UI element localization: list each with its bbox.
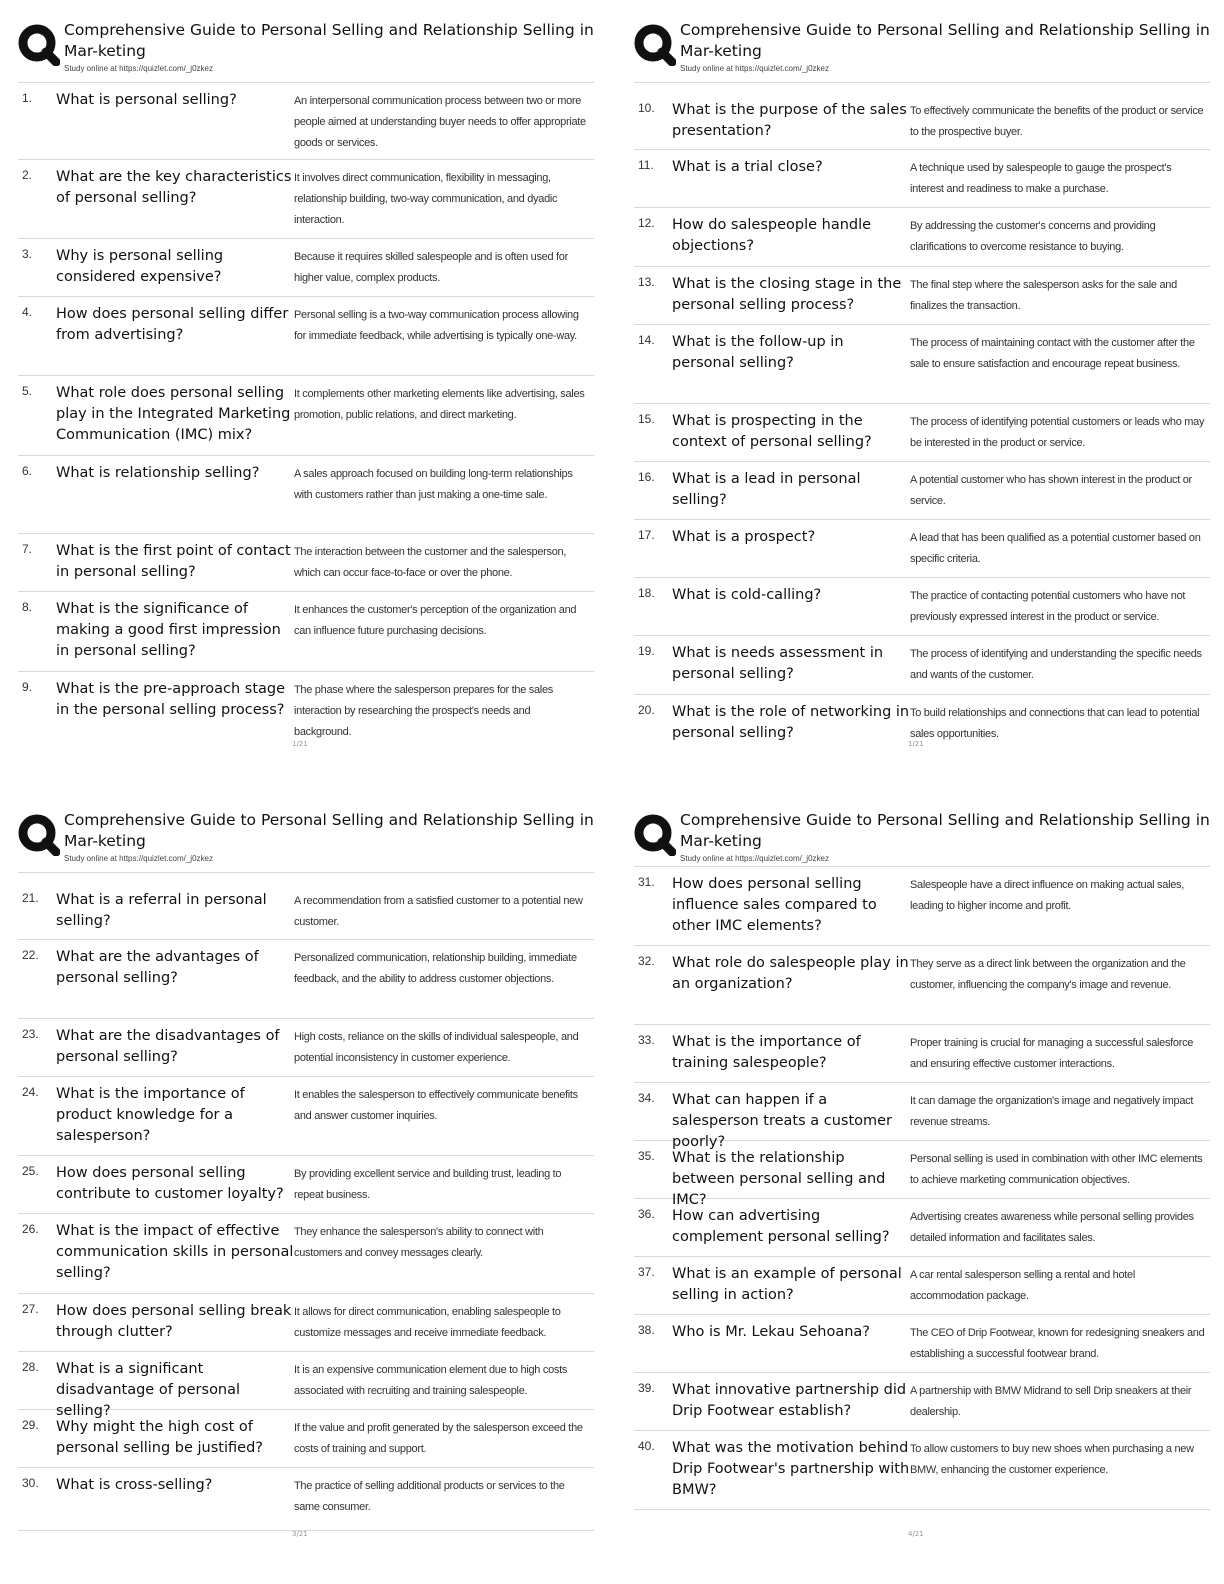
card-term: What is needs assessment in personal selling? <box>672 645 884 682</box>
card-term: What is the importance of training salespeople? <box>672 1034 861 1071</box>
card-definition: A technique used by salespeople to gauge the prospect's interest and readiness to make a purchase. <box>910 162 1172 195</box>
card-term: What is the first point of contact in personal selling? <box>56 543 291 580</box>
card-number: 3. <box>22 247 33 261</box>
study-online-link[interactable]: Study online at https://quizlet.com/_j0zkez <box>64 854 213 863</box>
card-term: Who is Mr. Lekau Sehoana? <box>672 1324 870 1340</box>
card-row <box>18 1468 594 1531</box>
card-row <box>634 1083 1210 1150</box>
card-definition: A car rental salesperson selling a rental and hotel accommodation package. <box>910 1269 1136 1302</box>
card-number: 39. <box>638 1381 655 1395</box>
card-number: 23. <box>22 1027 39 1041</box>
card-term: What innovative partnership did Drip Footwear establish? <box>672 1382 907 1419</box>
document-title: Comprehensive Guide to Personal Selling and Relationship Selling in Mar-keting <box>680 21 1210 60</box>
card-row <box>18 83 594 160</box>
card-definition: They enhance the salesperson's ability to connect with customers and convey messages clearly. <box>294 1226 544 1259</box>
card-term: What is the significance of making a good first impression in personal selling? <box>56 601 281 659</box>
card-definition: Proper training is crucial for managing a successful salesforce and ensuring effective customer interactions. <box>910 1037 1194 1070</box>
card-number: 1. <box>22 91 33 105</box>
card-number: 6. <box>22 464 33 478</box>
card-number: 4. <box>22 305 33 319</box>
page-number: 1/21 <box>908 740 924 748</box>
card-term: What is the impact of effective communication skills in personal selling? <box>56 1223 294 1281</box>
card-term: What is the role of networking in personal selling? <box>672 704 910 741</box>
card-term: What is a lead in personal selling? <box>672 471 861 508</box>
card-row <box>18 239 594 297</box>
card-row <box>634 520 1210 578</box>
card-term: How does personal selling break through clutter? <box>56 1303 292 1340</box>
card-number: 33. <box>638 1033 655 1047</box>
card-number: 34. <box>638 1091 655 1105</box>
document-title: Comprehensive Guide to Personal Selling and Relationship Selling in Mar-keting <box>680 811 1210 850</box>
card-row <box>18 1019 594 1077</box>
card-term: How does personal selling contribute to customer loyalty? <box>56 1165 284 1202</box>
card-term: What role does personal selling play in the Integrated Marketing Communication (IMC) mix? <box>56 385 291 443</box>
card-definition: A recommendation from a satisfied customer to a potential new customer. <box>294 895 583 928</box>
card-definition: If the value and profit generated by the salesperson exceed the costs of training and support. <box>294 1422 583 1455</box>
card-term: What is the pre-approach stage in the personal selling process? <box>56 681 286 718</box>
card-number: 37. <box>638 1265 655 1279</box>
card-term: What was the motivation behind Drip Footwear's partnership with BMW? <box>672 1440 910 1498</box>
card-term: What is prospecting in the context of personal selling? <box>672 413 872 450</box>
card-definition: By addressing the customer's concerns and providing clarifications to overcome resistance to buying. <box>910 220 1156 253</box>
card-list <box>18 872 594 1531</box>
card-definition: Personalized communication, relationship building, immediate feedback, and the ability to address customer objections. <box>294 952 577 985</box>
page-number: 4/21 <box>908 1530 924 1538</box>
card-row <box>18 297 594 376</box>
card-number: 28. <box>22 1360 39 1374</box>
card-row <box>634 867 1210 946</box>
card-definition: The practice of selling additional products or services to the same consumer. <box>294 1480 565 1513</box>
card-number: 21. <box>22 891 39 905</box>
card-term: How can advertising complement personal selling? <box>672 1208 890 1245</box>
card-number: 29. <box>22 1418 39 1432</box>
card-number: 10. <box>638 101 655 115</box>
card-term: How do salespeople handle objections? <box>672 217 872 254</box>
card-number: 22. <box>22 948 39 962</box>
card-term: What is a significant disadvantage of personal selling? <box>56 1361 241 1419</box>
card-number: 2. <box>22 168 33 182</box>
card-term: What is cold-calling? <box>672 587 822 603</box>
card-definition: It allows for direct communication, enabling salespeople to customize messages and receive immediate feedback. <box>294 1306 561 1339</box>
card-number: 24. <box>22 1085 39 1099</box>
card-row <box>18 940 594 1019</box>
card-row <box>634 1373 1210 1431</box>
card-number: 8. <box>22 600 33 614</box>
card-row <box>634 1025 1210 1083</box>
card-term: What is an example of personal selling in action? <box>672 1266 902 1303</box>
card-definition: A partnership with BMW Midrand to sell Drip sneakers at their dealership. <box>910 1385 1192 1418</box>
quizlet-logo-icon <box>16 22 60 66</box>
card-term: What is a prospect? <box>672 529 816 545</box>
flashcard-page <box>14 18 594 788</box>
card-definition: It enhances the customer's perception of the organization and can influence future purchasing decisions. <box>294 604 577 637</box>
card-number: 20. <box>638 703 655 717</box>
card-definition: To allow customers to buy new shoes when purchasing a new BMW, enhancing the customer experience. <box>910 1443 1194 1476</box>
card-row <box>634 267 1210 325</box>
card-number: 26. <box>22 1222 39 1236</box>
card-definition: Personal selling is a two-way communication process allowing for immediate feedback, while advertising is typically one-way. <box>294 309 579 342</box>
card-definition: By providing excellent service and building trust, leading to repeat business. <box>294 1168 562 1201</box>
card-definition: The CEO of Drip Footwear, known for redesigning sneakers and establishing a successful footwear brand. <box>910 1327 1205 1360</box>
card-definition: To build relationships and connections that can lead to potential sales opportunities. <box>910 707 1200 740</box>
card-row <box>634 636 1210 695</box>
card-definition: Because it requires skilled salespeople and is often used for higher value, complex products. <box>294 251 568 284</box>
card-row <box>18 873 594 940</box>
card-number: 17. <box>638 528 655 542</box>
card-number: 31. <box>638 875 655 889</box>
card-list <box>18 82 594 750</box>
card-row <box>634 83 1210 150</box>
page-number: 1/21 <box>292 740 308 748</box>
card-definition: A sales approach focused on building long-term relationships with customers rather than just making a one-time sale. <box>294 468 573 501</box>
card-number: 38. <box>638 1323 655 1337</box>
card-row <box>634 150 1210 208</box>
page-header <box>630 808 1210 870</box>
card-number: 35. <box>638 1149 655 1163</box>
card-row <box>18 1410 594 1468</box>
card-row <box>18 456 594 534</box>
card-number: 16. <box>638 470 655 484</box>
card-definition: Personal selling is used in combination with other IMC elements to achieve marketing communication objectives. <box>910 1153 1203 1186</box>
card-row <box>634 1257 1210 1315</box>
page-number: 3/21 <box>292 1530 308 1538</box>
card-term: Why might the high cost of personal selling be justified? <box>56 1419 263 1456</box>
card-list <box>634 82 1210 751</box>
card-term: What is the importance of product knowledge for a salesperson? <box>56 1086 245 1144</box>
card-number: 15. <box>638 412 655 426</box>
card-number: 18. <box>638 586 655 600</box>
card-term: What is cross-selling? <box>56 1477 213 1493</box>
document-title: Comprehensive Guide to Personal Selling and Relationship Selling in Mar-keting <box>64 811 594 850</box>
card-definition: To effectively communicate the benefits of the product or service to the prospective buyer. <box>910 105 1204 138</box>
card-number: 5. <box>22 384 33 398</box>
card-number: 40. <box>638 1439 655 1453</box>
document-title: Comprehensive Guide to Personal Selling and Relationship Selling in Mar-keting <box>64 21 594 60</box>
card-definition: It can damage the organization's image and negatively impact revenue streams. <box>910 1095 1194 1128</box>
card-row <box>634 1199 1210 1257</box>
card-term: Why is personal selling considered expensive? <box>56 248 224 285</box>
card-row <box>634 208 1210 267</box>
card-term: What is the closing stage in the personal selling process? <box>672 276 902 313</box>
card-row <box>634 462 1210 520</box>
card-definition: High costs, reliance on the skills of individual salespeople, and potential inconsistency in customer experience. <box>294 1031 579 1064</box>
page-header <box>14 808 594 870</box>
card-term: What are the advantages of personal selling? <box>56 949 259 986</box>
card-row <box>634 946 1210 1025</box>
card-definition: The process of identifying potential customers or leads who may be interested in the product or service. <box>910 416 1205 449</box>
flashcard-page <box>630 808 1210 1578</box>
card-row <box>18 1156 594 1214</box>
study-online-link[interactable]: Study online at https://quizlet.com/_j0zkez <box>64 64 213 73</box>
card-number: 27. <box>22 1302 39 1316</box>
card-definition: The practice of contacting potential customers who have not previously expressed interest in the product or service. <box>910 590 1186 623</box>
card-number: 19. <box>638 644 655 658</box>
card-definition: It involves direct communication, flexibility in messaging, relationship building, two-way communication, and dyadic interaction. <box>294 172 558 226</box>
quizlet-logo-icon <box>632 812 676 856</box>
card-definition: They serve as a direct link between the organization and the customer, influencing the company's image and revenue. <box>910 958 1186 991</box>
card-definition: It complements other marketing elements like advertising, sales promotion, public relations, and direct marketing. <box>294 388 585 421</box>
card-number: 30. <box>22 1476 39 1490</box>
flashcard-page <box>14 808 594 1578</box>
study-online-link[interactable]: Study online at https://quizlet.com/_j0zkez <box>680 64 829 73</box>
card-number: 36. <box>638 1207 655 1221</box>
card-term: What is the relationship between personal selling and IMC? <box>672 1150 886 1208</box>
card-row <box>634 325 1210 404</box>
card-number: 13. <box>638 275 655 289</box>
card-row <box>18 376 594 456</box>
card-definition: The process of maintaining contact with the customer after the sale to ensure satisfaction and encourage repeat business. <box>910 337 1195 370</box>
card-term: What is a referral in personal selling? <box>56 892 267 929</box>
card-number: 25. <box>22 1164 39 1178</box>
card-term: What are the key characteristics of personal selling? <box>56 169 292 206</box>
card-term: What is a trial close? <box>672 159 823 175</box>
card-row <box>18 1352 594 1419</box>
card-definition: A lead that has been qualified as a potential customer based on specific criteria. <box>910 532 1201 565</box>
card-term: How does personal selling influence sales compared to other IMC elements? <box>672 876 877 934</box>
flashcard-page <box>630 18 1210 788</box>
card-term: What is personal selling? <box>56 92 237 108</box>
page-header <box>630 18 1210 80</box>
study-online-link[interactable]: Study online at https://quizlet.com/_j0zkez <box>680 854 829 863</box>
card-term: What is the purpose of the sales presentation? <box>672 102 907 139</box>
card-row <box>18 160 594 239</box>
quizlet-logo-icon <box>632 22 676 66</box>
card-definition: It is an expensive communication element due to high costs associated with recruiting and training salespeople. <box>294 1364 568 1397</box>
page-header <box>14 18 594 80</box>
card-row <box>18 534 594 592</box>
card-term: How does personal selling differ from advertising? <box>56 306 289 343</box>
card-row <box>18 672 594 750</box>
card-list <box>634 866 1210 1510</box>
card-term: What can happen if a salesperson treats a customer poorly? <box>672 1092 893 1150</box>
card-definition: A potential customer who has shown interest in the product or service. <box>910 474 1192 507</box>
card-definition: An interpersonal communication process between two or more people aimed at understanding buyer needs to offer appropriate goods or services. <box>294 95 586 149</box>
card-row <box>634 1141 1210 1208</box>
card-definition: Advertising creates awareness while personal selling provides detailed information and facilitates sales. <box>910 1211 1194 1244</box>
card-term: What are the disadvantages of personal selling? <box>56 1028 280 1065</box>
card-definition: The final step where the salesperson asks for the sale and finalizes the transaction. <box>910 279 1177 312</box>
card-row <box>634 1431 1210 1510</box>
card-term: What role do salespeople play in an organization? <box>672 955 909 992</box>
card-term: What is the follow-up in personal selling? <box>672 334 844 371</box>
card-definition: It enables the salesperson to effectively communicate benefits and answer customer inquiries. <box>294 1089 578 1122</box>
quizlet-logo-icon <box>16 812 60 856</box>
card-term: What is relationship selling? <box>56 465 260 481</box>
card-row <box>18 1214 594 1294</box>
card-definition: The phase where the salesperson prepares for the sales interaction by researching the prospect's needs and background. <box>294 684 553 738</box>
card-definition: Salespeople have a direct influence on making actual sales, leading to higher income and profit. <box>910 879 1184 912</box>
card-number: 9. <box>22 680 33 694</box>
card-number: 14. <box>638 333 655 347</box>
card-row <box>18 592 594 672</box>
card-definition: The process of identifying and understanding the specific needs and wants of the customer. <box>910 648 1202 681</box>
card-row <box>18 1294 594 1352</box>
card-row <box>634 1315 1210 1373</box>
card-number: 11. <box>638 158 654 172</box>
card-row <box>634 404 1210 462</box>
card-row <box>18 1077 594 1156</box>
card-row <box>634 578 1210 636</box>
card-number: 7. <box>22 542 33 556</box>
card-definition: The interaction between the customer and the salesperson, which can occur face-to-face or over the phone. <box>294 546 567 579</box>
card-number: 32. <box>638 954 655 968</box>
card-number: 12. <box>638 216 655 230</box>
